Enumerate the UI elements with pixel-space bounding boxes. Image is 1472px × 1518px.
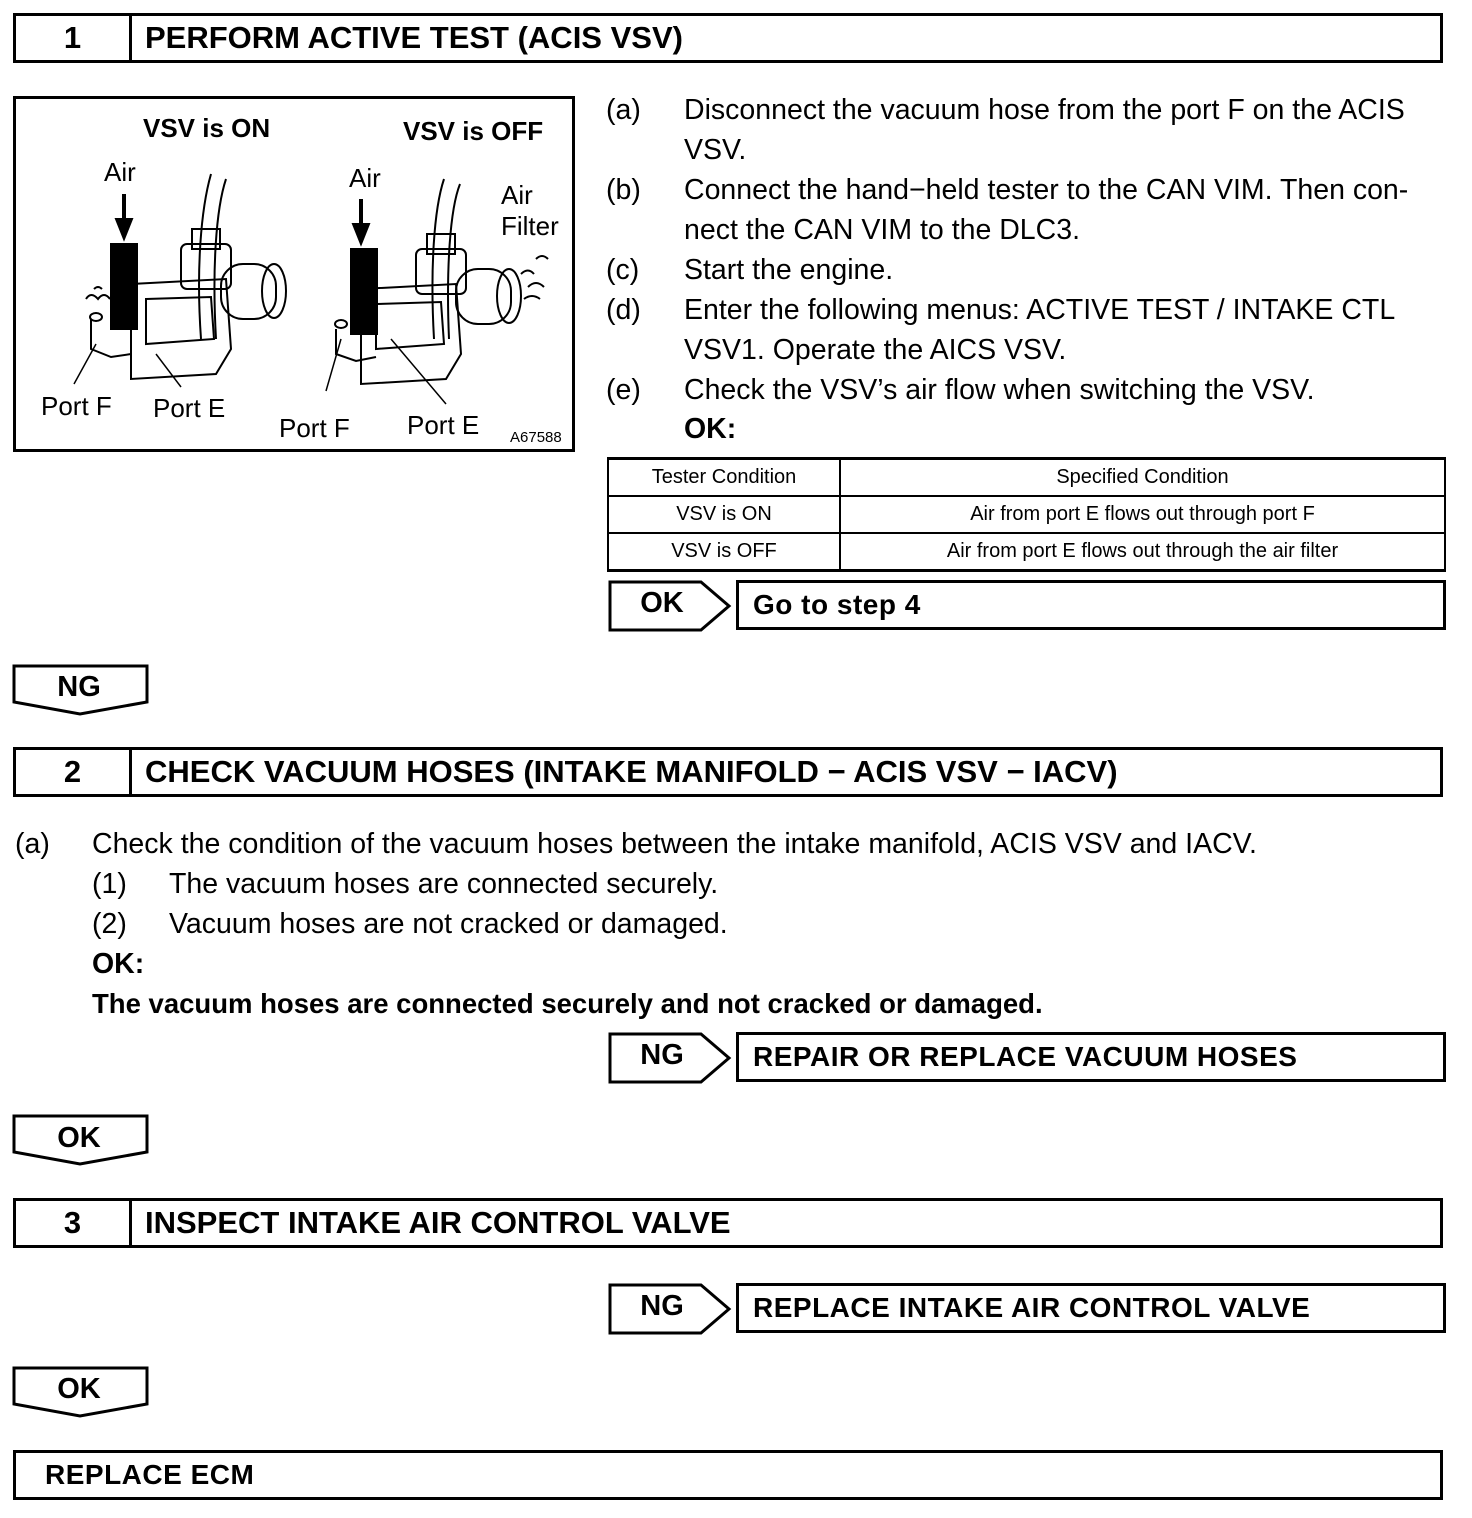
air-label-right: Air — [349, 163, 381, 193]
instruction-a-marker: (a) — [606, 94, 641, 126]
step-title: PERFORM ACTIVE TEST (ACIS VSV) — [145, 20, 683, 55]
ok-criteria-label: OK: — [684, 413, 737, 445]
repair-vacuum-hoses-link[interactable]: REPAIR OR REPLACE VACUUM HOSES — [736, 1032, 1446, 1082]
spec-table — [607, 457, 1446, 572]
step2-sub2-text: Vacuum hoses are not cracked or damaged. — [169, 908, 728, 940]
step2-sub1-marker: (1) — [92, 868, 127, 900]
instruction-e-line1: Check the VSV’s air flow when switching the VSV. — [684, 374, 1315, 406]
instruction-b-line2: nect the CAN VIM to the DLC3. — [684, 214, 1081, 246]
ng-arrow-label: NG — [57, 671, 101, 703]
table-cell: Air from port E flows out through the air filter — [840, 533, 1445, 571]
port-e-label-left: Port E — [153, 393, 226, 423]
replace-iacv-link[interactable]: REPLACE INTAKE AIR CONTROL VALVE — [736, 1283, 1446, 1333]
figure-id: A67588 — [510, 429, 562, 446]
step2-a-marker: (a) — [15, 828, 50, 860]
step2-sub2-marker: (2) — [92, 908, 127, 940]
ok-arrow-label: OK — [640, 587, 684, 619]
step-2-header — [13, 747, 1443, 797]
step2-sub1-text: The vacuum hoses are connected securely. — [169, 868, 719, 900]
port-e-label-right: Port E — [407, 410, 480, 440]
table-row — [608, 533, 1445, 571]
instruction-d-marker: (d) — [606, 294, 641, 326]
ok-arrow-label: OK — [57, 1373, 101, 1405]
step-3-header — [13, 1198, 1443, 1248]
air-label-left: Air — [104, 157, 136, 187]
instruction-a-line2: VSV. — [684, 134, 747, 166]
vsv-on-label: VSV is ON — [143, 113, 271, 143]
table-header-row — [608, 459, 1445, 497]
go-to-step-4-link[interactable]: Go to step 4 — [736, 580, 1446, 630]
step2-ok-text: The vacuum hoses are connected securely and not cracked or damaged. — [92, 988, 1043, 1019]
table-header-tester: Tester Condition — [608, 459, 840, 497]
instruction-b-marker: (b) — [606, 174, 641, 206]
step2-ok-label: OK: — [92, 948, 145, 980]
step2-a-text: Check the condition of the vacuum hoses between the intake manifold, ACIS VSV and IACV. — [92, 828, 1257, 860]
air-filter-label-1: Air — [501, 180, 533, 210]
instruction-e-marker: (e) — [606, 374, 641, 406]
table-header-specified: Specified Condition — [840, 459, 1445, 497]
ng-arrow-label: NG — [640, 1039, 684, 1071]
air-filter-label-2: Filter — [501, 211, 559, 241]
vsv-illustration — [13, 96, 575, 452]
step-1-header — [13, 13, 1443, 63]
instruction-c-line1: Start the engine. — [684, 254, 894, 286]
step-title: INSPECT INTAKE AIR CONTROL VALVE — [145, 1205, 731, 1240]
table-row — [608, 496, 1445, 533]
instruction-a-line1: Disconnect the vacuum hose from the port F on the ACIS — [684, 94, 1405, 126]
step-number: 3 — [16, 1201, 132, 1245]
table-cell: VSV is ON — [608, 496, 840, 533]
table-cell: VSV is OFF — [608, 533, 840, 571]
instruction-c-marker: (c) — [606, 254, 640, 286]
replace-ecm-box: REPLACE ECM — [13, 1450, 1443, 1500]
step-title: CHECK VACUUM HOSES (INTAKE MANIFOLD − ACIS VSV − IACV) — [145, 754, 1118, 789]
port-f-label-right: Port F — [279, 413, 350, 443]
ng-arrow-label: NG — [640, 1290, 684, 1322]
vsv-off-label: VSV is OFF — [403, 116, 544, 146]
vsv-on-drawing — [74, 174, 286, 387]
step-number: 2 — [16, 750, 132, 794]
instruction-d-line1: Enter the following menus: ACTIVE TEST / INTAKE CTL — [684, 294, 1396, 326]
step-number: 1 — [16, 16, 132, 60]
instruction-b-line1: Connect the hand−held tester to the CAN VIM. Then con- — [684, 174, 1409, 206]
ok-arrow-label: OK — [57, 1122, 101, 1154]
port-f-label-left: Port F — [41, 391, 112, 421]
instruction-d-line2: VSV1. Operate the AICS VSV. — [684, 334, 1067, 366]
table-cell: Air from port E flows out through port F — [840, 496, 1445, 533]
